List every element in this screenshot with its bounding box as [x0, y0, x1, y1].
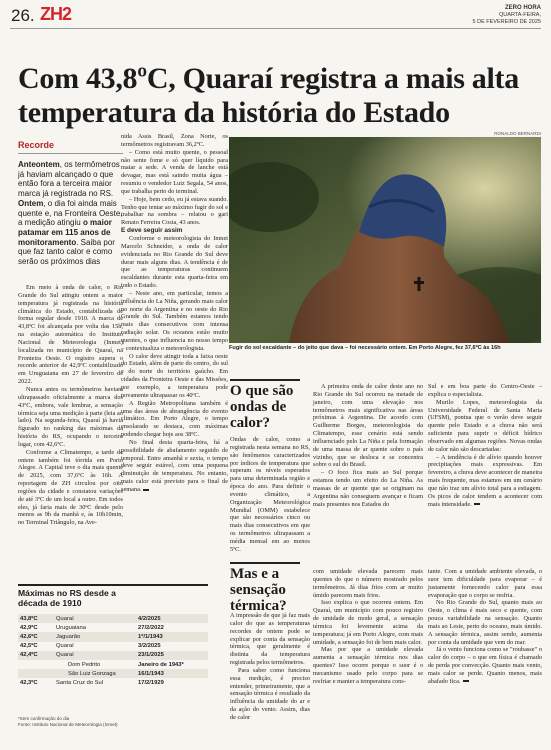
heat-wave-column-3: Sul e em boa parte do Centro-Oeste – explica o especialista. Murilo Lopes, meteorologista da Universidade Federal de Santa Maria (UFSM), pontua que o verão deve seguir quente pelo Estado e a chuva não será suficiente para suprir o déficit hídrico observado em algumas regiões. Novas ondas de calor não são descartadas: – A tendência é de alívio quando houver precipitações mais expressivas. Em fevereiro, a chuva deve acontecer de maneira mais frequente, mas estamos em um cenário que não traz um alívio total para a estiagem. Os picos de calor tendem a acontecer com mais intensidade. [428, 383, 542, 508]
table-cell-city: São Luiz Gonzaga [54, 669, 136, 678]
sensation-column-2: com umidade elevada parecem mais quentes do que o número mostrado pelos termômetros. Já dias frios com ar muito úmido parecem mais frios. Isso explica o que ocorreu ontem. Em Quaraí, um município com pouco registro de umidade de modo geral, a sensação térmica foi levemente acima da temperatura; já em Porto Alegre, com mais umidade, a sensação foi de bem mais calor. Mas por que a umidade elevada aumenta a sensação térmica nos dias quentes? Isso ocorre porque o suor é o mecanismo usado pelo corpo para se resfriar e manter a temperatura cons- [313, 568, 423, 685]
table-cell-date: 16/1/1943 [136, 669, 208, 678]
sensation-column-1: A impressão de que já faz mais calor do que as temperaturas recordes de ontem pode se explicar por conta da sensação térmica, que geralmente é distinta da temperatura registrada pelos termômetros. Para saber como funciona essa medição, é preciso entender, primeiramente, que a sensação térmica é resultado da influência da umidade do ar e da ação do vento. Assim, dias de calor [230, 612, 310, 721]
box-title-heat-waves: O que são ondas de calor? [230, 383, 294, 431]
table-cell-temp: 42,6ºC [18, 632, 54, 641]
table-cell-city: Quaraí [56, 643, 74, 650]
heat-wave-column-2: A primeira onda de calor deste ano no Rio Grande do Sul ocorreu na metade de janeiro, com uma elevação nos termômetros mais significativa nas áreas próximas à Argentina. De acordo com Guilherme Borges, meteorologista da Climatempo, esse cenário está sendo influenciado pelo La Niña e pela formação de uma massa de ar quente sobre o país vizinho, que se desloca e se concentra sobre o sul do Brasil. – O foco fica mais ao Sul porque estamos tendo um efeito do La Niña. As massas de ar quente que se originam na Argentina não conseguem avançar e ficam mais presentes nos Estados do [313, 383, 423, 508]
headline: Com 43,8ºC, Quaraí registra a mais alta temperatura da história do Estado [18, 62, 519, 129]
photo-credit: RONALDO BERNARDI [494, 131, 541, 136]
weekday: QUARTA-FEIRA, [499, 12, 541, 18]
subhead: E deve seguir assim [121, 227, 183, 235]
table-cell-temp: 42,3ºC [20, 679, 38, 686]
sensation-column-3: tante. Com a umidade ambiente elevada, o suor tem dificuldade para evaporar – é justamente fornecendo calor para essa evaporação que o corpo se resfria. No Rio Grande do Sul, quanto mais ao Oeste, o clima é mais seco e quente, com pouca variabilidade na sensação. Quanto mais ao Leste, perto do oceano, mais úmido. A sensação térmica, assim sendo, aumenta por conta da umidade que vem do mar. Já o vento funciona como se "roubasse" o calor do corpo – o que em física é chamado de perda por convecção. Quanto mais vento, mais calor se perde. Quanto menos, mais abafado fica. [428, 568, 542, 685]
table-rule [18, 584, 208, 586]
table-cell-temp [18, 660, 54, 669]
article-column-2: nida Assis Brasil, Zona Norte, os termômetros registravam 36,2ºC. – Como está muito quente, o pessoal não sente fome e só quer líquido para matar a sede. A venda de lanche está devagar, mas está saindo muita água – resumiu o vendedor Luiz Segala, 54 anos, que trabalha perto do terminal. – Hoje, bem cedo, eu já estava suando. Tenho que tentar ao máximo fugir do sol e trabalhar na sombra – relatou o gari Renato Ferreira Costa, 43 anos. E deve seguir assim Conforme o meteorologista do Inmet Marcelo Schneider, a onda de calor evidenciada no Rio Grande do Sul deve durar mais alguns dias. A tendência é de que as temperaturas continuem escaldantes durante esta quarta-feira em todo o Estado. – Neste ano, em particular, temos a influência do La Niña, gerando mais calor no norte da Argentina e no oeste do Rio Grande do Sul. Também estamos tendo mais dias consecutivos com intensa radiação solar. Os oceanos estão muito quentes, o que influencia no nosso tempo – contextualiza o meteorologista. O calor deve atingir toda a faixa oeste do Estado, além de parte do centro, do sul e do norte do território gaúcho. Em cidades da Fronteira Oeste e das Missões, por exemplo, a temperatura pode novamente ultrapassar os 40ºC. A Região Metropolitana também é uma das áreas de abrangência do evento climático. Em Porto Alegre, o tempo ensolarado se destaca, com máximas podendo chegar hoje aos 38ºC. No final desta quarta-feira, há a possibilidade de abafamento seguido de temporal. Entre amanhã e sexta, o tempo deve seguir estável, com uma pequena diminuição de temperatura. No entanto, mais calor está previsto para o final de semana. [121, 133, 228, 493]
table-cell-date: 1º/1/1943 [136, 632, 208, 641]
records-table [18, 614, 208, 688]
photo-man-under-sun [229, 137, 541, 343]
table-row [18, 678, 208, 687]
table-row [18, 623, 208, 632]
box-rule-2 [230, 562, 300, 564]
box-title-thermal-sensation: Mas e a sensação térmica? [230, 566, 287, 614]
edition-info [473, 5, 541, 26]
records-title: Máximas no RS desde a década de 1910 [18, 588, 116, 608]
table-cell-city: Uruguaiana [56, 624, 86, 631]
table-cell-city: Quaraí [54, 614, 136, 623]
edition-date: 5 DE FEVEREIRO DE 2025 [472, 19, 541, 25]
table-cell-temp: 42,9ºC [20, 624, 38, 631]
table-cell-date: Janeiro de 1943* [138, 661, 184, 668]
table-cell-date: 17/2/1929 [138, 679, 164, 686]
records-footnote: *Sem confirmação do dia Fonte: Instituto Nacional de Meteorologia (Inmet) [18, 716, 118, 727]
heat-wave-column-1: Ondas de calor, como a registrada nesta semana no RS, são fenômenos caracterizados por índices de temperatura que superam os níveis esperados para uma determinada região e época do ano. Para definir o evento climático, a Organização Meteorológica Mundial (OMM) estabelece que são necessários cinco ou mais dias consecutivos em que os termômetros ultrapassam a média mensal em ao menos 5ºC. [230, 436, 310, 553]
table-row [18, 651, 208, 660]
table-cell-city: Dom Pedrito [68, 661, 101, 668]
table-cell-temp: 42,4ºC [18, 651, 54, 660]
section-label: Recorde [18, 140, 55, 150]
table-row [18, 660, 208, 669]
header-rule [10, 28, 541, 29]
lead-paragraph: Anteontem, os termômetros já haviam alcançado o que então fora a terceira maior marca já registrada no RS. Ontem, o dia foi ainda mais quente e, na Fronteira Oeste, a medição atingiu o maior patamar em 115 anos de monitoramento. Saiba por que faz tanto calor e como serão os próximos dias [18, 160, 123, 267]
section-logo: ZH2 [40, 4, 72, 24]
box-rule [230, 379, 300, 381]
table-cell-city: Jaguarão [54, 632, 136, 641]
table-cell-temp: 43,8ºC [18, 614, 54, 623]
table-cell-temp: 42,5ºC [20, 643, 38, 650]
table-row [18, 614, 208, 623]
table-cell-date: 3/2/2025 [138, 643, 161, 650]
photo-caption: Fugir do sol escaldante – do jeito que dava – foi necessário ontem. Em Porto Alegre, fez 37,6ºC às 16h [229, 345, 501, 351]
table-row [18, 632, 208, 641]
article-column-1: Em meio à onda de calor, o Rio Grande do Sul atingiu ontem a maior temperatura já registrada na história climática do Estado, contabilizada de forma regular desde 1910. A marca de 43,8ºC foi alcançada por volta das 15h, na estação automática do Instituto Nacional de Meteorologia (Inmet) localizada no município de Quaraí, na Fronteira Oeste. O registro supera o recorde anterior de 42,9ºC contabilizado em Uruguaiana em 27 de fevereiro de 2022. Nunca antes os termômetros haviam ultrapassado oficialmente a marca dos 43ºC, embora, vale lembrar, a sensação térmica seja uma medição à parte (leia ao lado). Na segunda-feira, Quaraí já havia figurado no ranking das máximas da história do RS, ocupando o terceiro lugar, com 42,6ºC. Conforme a Climatempo, a tarde de ontem também foi tórrida em Porto Alegre. A Capital teve o dia mais quente de 2025, com 37,6ºC às 16h. A reportagem de ZH circulou por oito regiões da cidade e constatou variações de até 3ºC de um local a outro. Em todos eles, já faria mais de 30ºC desde pelo menos as 9h da manhã e, às 10h10min, no Terminal Triângulo, na Ave- [18, 284, 123, 527]
paper-name: ZERO HORA [505, 5, 541, 11]
table-cell-city: Quaraí [54, 651, 136, 660]
table-cell-date: 27/2/2022 [138, 624, 164, 631]
table-cell-temp [18, 669, 54, 678]
table-cell-date: 23/1/2025 [136, 651, 208, 660]
page-number: 26. [11, 6, 35, 25]
section-rule [18, 153, 123, 154]
table-cell-city: Santa Cruz do Sul [56, 679, 104, 686]
table-cell-date: 4/2/2025 [136, 614, 208, 623]
table-row [18, 669, 208, 678]
table-row [18, 642, 208, 651]
